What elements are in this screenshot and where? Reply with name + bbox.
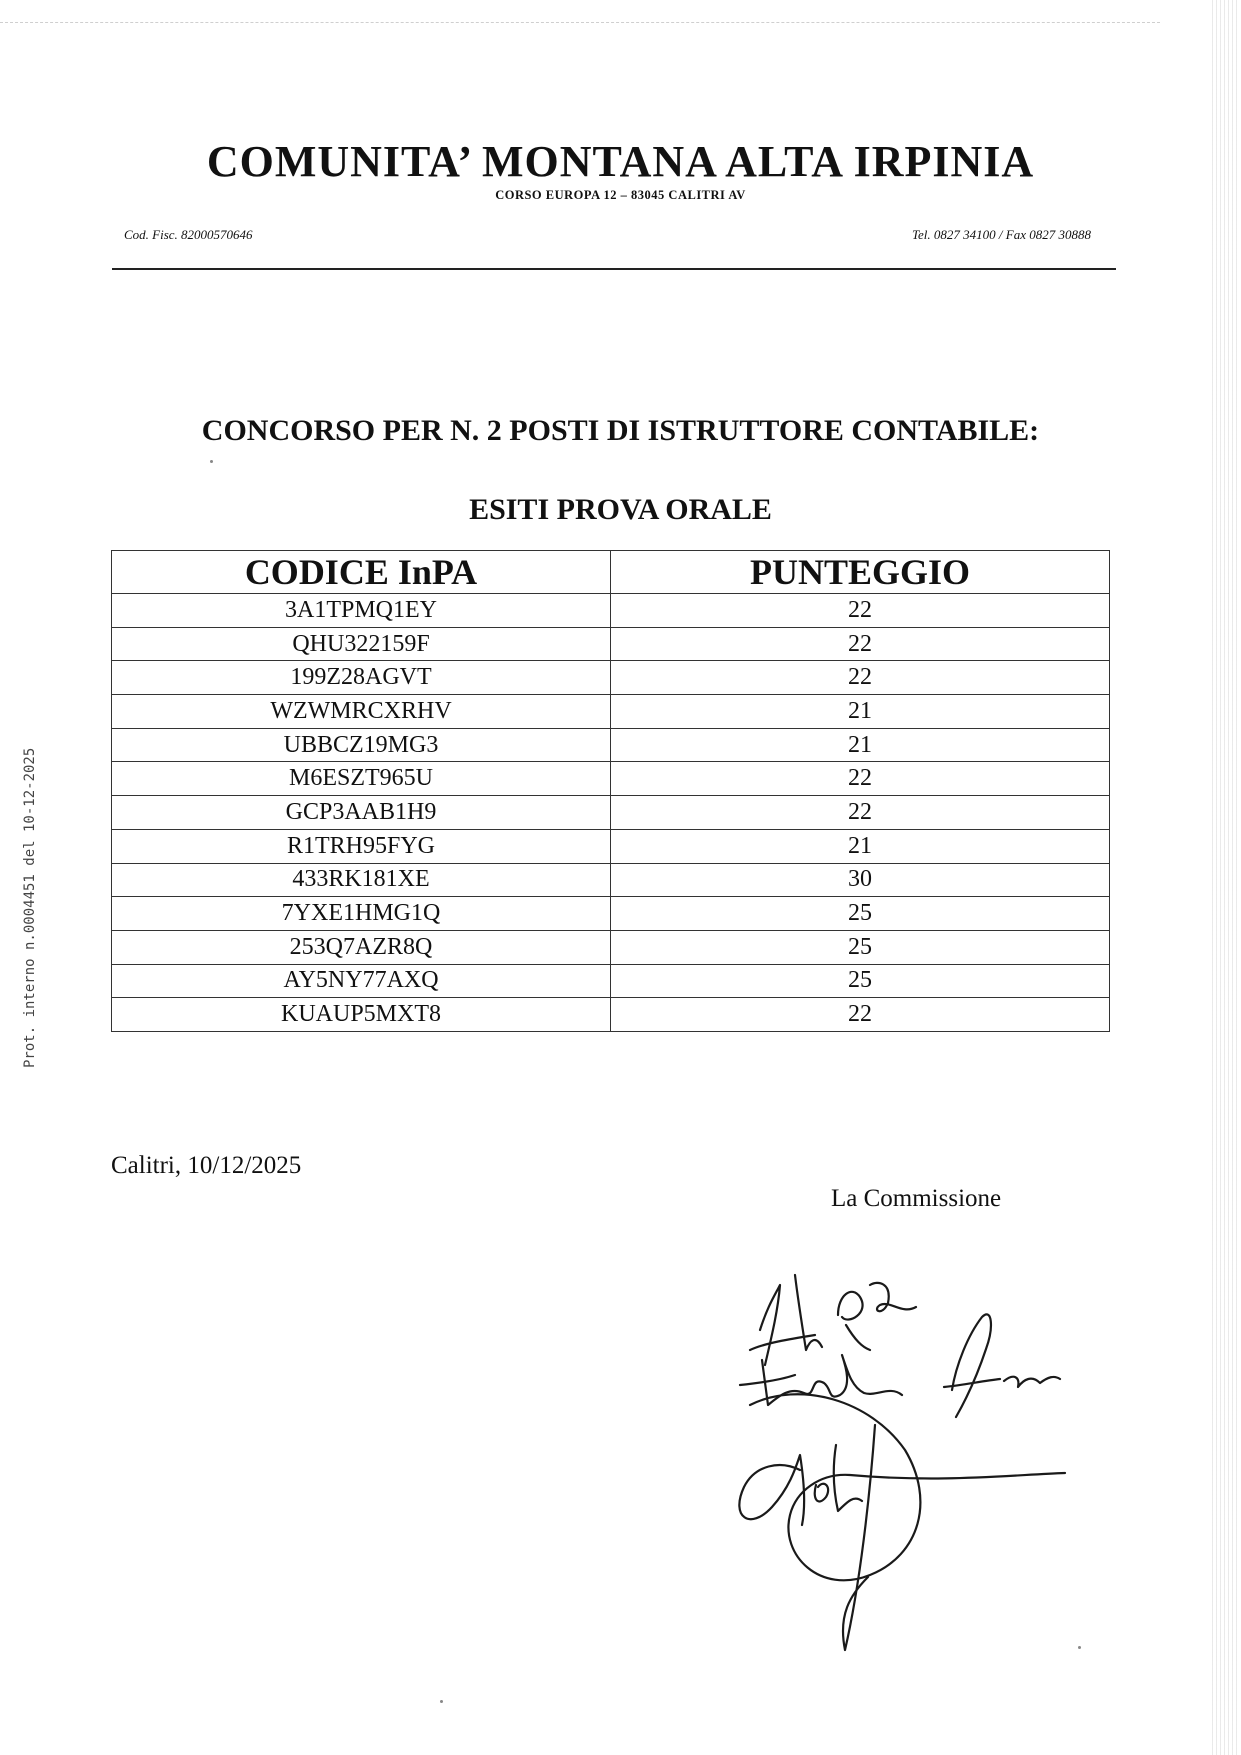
code-cell: WZWMRCXRHV (112, 695, 611, 729)
document-heading: CONCORSO PER N. 2 POSTI DI ISTRUTTORE CONTABILE: (201, 414, 1040, 447)
scan-speck (440, 1700, 443, 1703)
table-row (112, 627, 1110, 661)
score-cell: 25 (611, 930, 1110, 964)
document-subheading: ESITI PROVA ORALE (469, 493, 772, 526)
code-cell: QHU322159F (112, 627, 611, 661)
code-cell: GCP3AAB1H9 (112, 796, 611, 830)
place-and-date: Calitri, 10/12/2025 (111, 1152, 302, 1179)
score-cell: 25 (611, 897, 1110, 931)
header-divider (112, 268, 1116, 270)
table-row (112, 728, 1110, 762)
signature-stroke (838, 1283, 916, 1350)
signature-stroke (739, 1445, 862, 1525)
code-cell: UBBCZ19MG3 (112, 728, 611, 762)
table-row (112, 796, 1110, 830)
protocol-stamp: Prot. interno n.0004451 del 10-12-2025 (22, 747, 38, 1068)
table-row (112, 998, 1110, 1032)
code-cell: 199Z28AGVT (112, 661, 611, 695)
code-cell: R1TRH95FYG (112, 829, 611, 863)
code-cell: AY5NY77AXQ (112, 964, 611, 998)
code-cell: 433RK181XE (112, 863, 611, 897)
organization-address: CORSO EUROPA 12 – 83045 CALITRI AV (495, 188, 746, 202)
contact-numbers: Tel. 0827 34100 / Fax 0827 30888 (912, 227, 1091, 242)
organization-title: COMUNITA’ MONTANA ALTA IRPINIA (206, 137, 1035, 186)
score-cell: 30 (611, 863, 1110, 897)
score-cell: 22 (611, 594, 1110, 628)
score-cell: 25 (611, 964, 1110, 998)
table-row (112, 762, 1110, 796)
signature-stroke (944, 1314, 1060, 1417)
results-table (111, 550, 1110, 1032)
score-cell: 21 (611, 695, 1110, 729)
column-header-score: PUNTEGGIO (611, 551, 1110, 594)
score-cell: 22 (611, 627, 1110, 661)
signatory-label: La Commissione (831, 1185, 1002, 1212)
code-cell: 3A1TPMQ1EY (112, 594, 611, 628)
score-cell: 22 (611, 998, 1110, 1032)
signature-stroke (750, 1275, 822, 1365)
column-header-code: CODICE InPA (112, 551, 611, 594)
code-cell: 253Q7AZR8Q (112, 930, 611, 964)
code-cell: KUAUP5MXT8 (112, 998, 611, 1032)
code-cell: 7YXE1HMG1Q (112, 897, 611, 931)
code-cell: M6ESZT965U (112, 762, 611, 796)
table-header-row (112, 551, 1110, 594)
score-cell: 22 (611, 762, 1110, 796)
score-cell: 22 (611, 661, 1110, 695)
table-row (112, 661, 1110, 695)
signature-stroke (750, 1394, 1065, 1650)
scan-artifact-top (0, 22, 1160, 23)
table-row (112, 863, 1110, 897)
table-row (112, 695, 1110, 729)
scan-speck (210, 460, 213, 463)
scan-speck (1078, 1646, 1081, 1649)
table-row (112, 930, 1110, 964)
fiscal-code: Cod. Fisc. 82000570646 (124, 227, 253, 242)
score-cell: 21 (611, 829, 1110, 863)
table-row (112, 829, 1110, 863)
score-cell: 22 (611, 796, 1110, 830)
table-row (112, 964, 1110, 998)
score-cell: 21 (611, 728, 1110, 762)
handwritten-signatures (720, 1255, 1240, 1675)
table-row (112, 897, 1110, 931)
table-row (112, 594, 1110, 628)
